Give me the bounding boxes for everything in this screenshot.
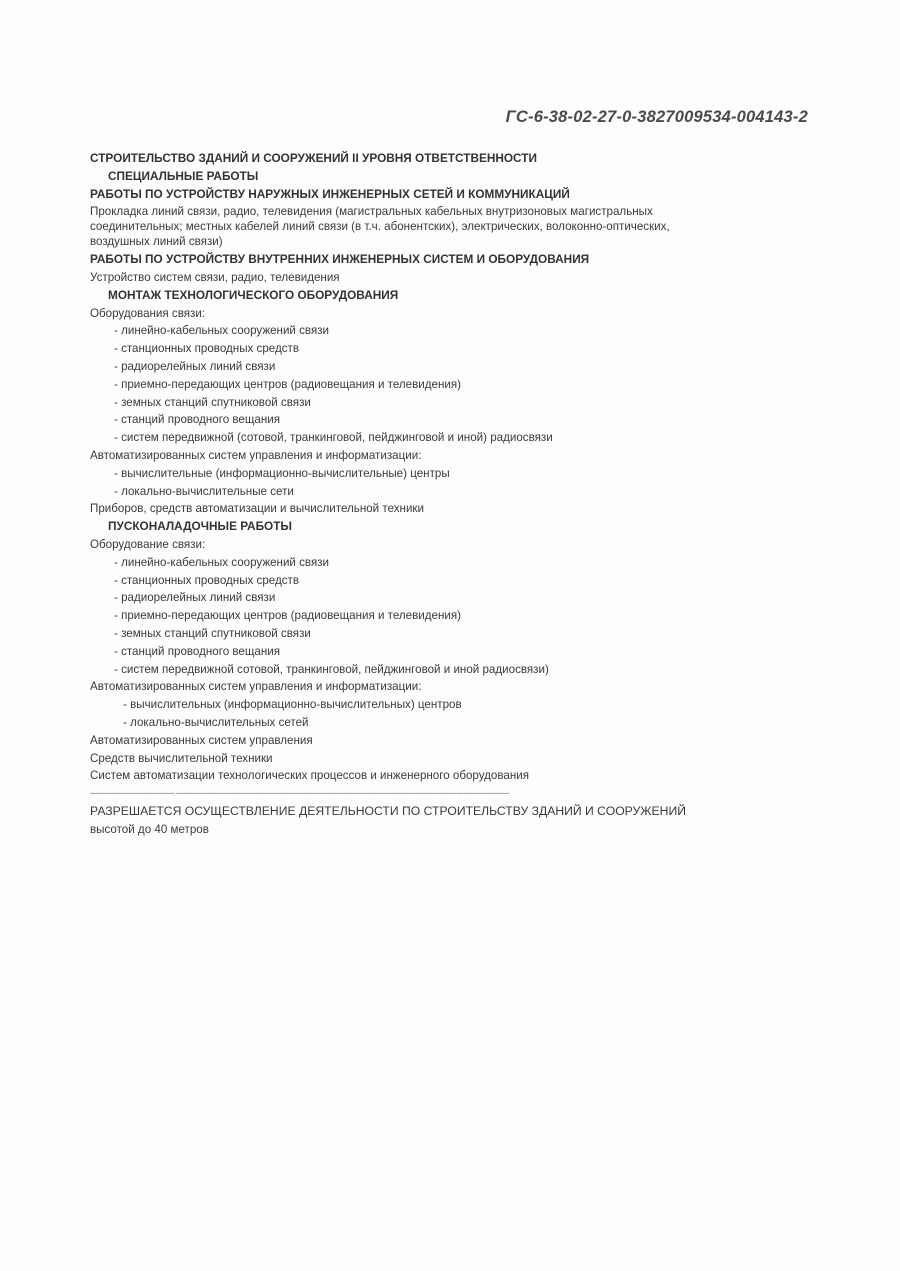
- list-item: - локально-вычислительные сети: [114, 484, 294, 498]
- list-item: - линейно-кабельных сооружений связи: [114, 555, 330, 569]
- list-item: - земных станций спутниковой связи: [114, 627, 311, 640]
- text-line: Приборов, средств автоматизации и вычислительной техники: [90, 502, 424, 516]
- list-item: - вычислительные (информационно-вычислительные) центры: [114, 466, 450, 480]
- text-line: Автоматизированных систем управления и информатизации:: [90, 449, 422, 462]
- text-line: воздушных линий связи): [90, 235, 223, 249]
- list-item: - систем передвижной (сотовой, транкинговой, пейджинговой и иной) радиосвязи: [114, 431, 553, 445]
- text-line: Систем автоматизации технологических процессов и инженерного оборудования: [90, 769, 530, 783]
- section-heading: РАБОТЫ ПО УСТРОЙСТВУ ВНУТРЕННИХ ИНЖЕНЕРНЫХ СИСТЕМ И ОБОРУДОВАНИЯ: [90, 252, 590, 267]
- separator-line: ----------------------------------- -------------------------------------------------------------------------------------------------------------------------------------------: [90, 788, 509, 799]
- list-item: - станций проводного вещания: [114, 644, 280, 658]
- text-line: РАЗРЕШАЕТСЯ ОСУЩЕСТВЛЕНИЕ ДЕЯТЕЛЬНОСТИ ПО СТРОИТЕЛЬСТВУ ЗДАНИЙ И СООРУЖЕНИЙ: [90, 804, 686, 818]
- list-item: - вычислительных (информационно-вычислительных) центров: [123, 698, 462, 712]
- text-line: соединительных; местных кабелей линий связи (в т.ч. абонентских), электрических, волоконно-оптических,: [90, 220, 670, 234]
- list-item: - приемно-передающих центров (радиовещания и телевидения): [114, 377, 461, 391]
- list-item: - систем передвижной сотовой, транкинговой, пейджинговой и иной радиосвязи): [114, 662, 549, 676]
- text-line: Оборудование связи:: [90, 538, 206, 551]
- list-item: - земных станций спутниковой связи: [114, 395, 311, 409]
- section-heading: СПЕЦИАЛЬНЫЕ РАБОТЫ: [108, 168, 259, 183]
- list-item: - станций проводного вещания: [114, 413, 280, 427]
- text-line: Автоматизированных систем управления: [90, 733, 313, 747]
- section-heading: ПУСКОНАЛАДОЧНЫЕ РАБОТЫ: [108, 519, 292, 534]
- text-line: Автоматизированных систем управления и информатизации:: [90, 680, 422, 694]
- list-item: - приемно-передающих центров (радиовещания и телевидения): [114, 609, 461, 623]
- text-line: Прокладка линий связи, радио, телевидения (магистральных кабельных внутризоновых магистральных: [90, 205, 653, 219]
- text-line: высотой до 40 метров: [90, 822, 209, 836]
- text-line: Средств вычислительной техники: [90, 751, 273, 765]
- document-number: ГС-6-38-02-27-0-3827009534-004143-2: [505, 108, 808, 126]
- list-item: - радиорелейных линий связи: [114, 591, 276, 605]
- section-heading: СТРОИТЕЛЬСТВО ЗДАНИЙ И СООРУЖЕНИЙ II УРОВНЯ ОТВЕТСТВЕННОСТИ: [90, 151, 537, 165]
- text-line: Оборудования связи:: [90, 306, 206, 320]
- section-heading: РАБОТЫ ПО УСТРОЙСТВУ НАРУЖНЫХ ИНЖЕНЕРНЫХ СЕТЕЙ И КОММУНИКАЦИЙ: [90, 186, 570, 201]
- text-line: Устройство систем связи, радио, телевидения: [90, 271, 340, 284]
- list-item: - локально-вычислительных сетей: [123, 716, 309, 729]
- list-item: - станционных проводных средств: [114, 342, 300, 356]
- list-item: - линейно-кабельных сооружений связи: [114, 324, 330, 338]
- list-item: - радиорелейных линий связи: [114, 360, 276, 373]
- list-item: - станционных проводных средств: [114, 573, 300, 587]
- section-heading: МОНТАЖ ТЕХНОЛОГИЧЕСКОГО ОБОРУДОВАНИЯ: [108, 287, 399, 302]
